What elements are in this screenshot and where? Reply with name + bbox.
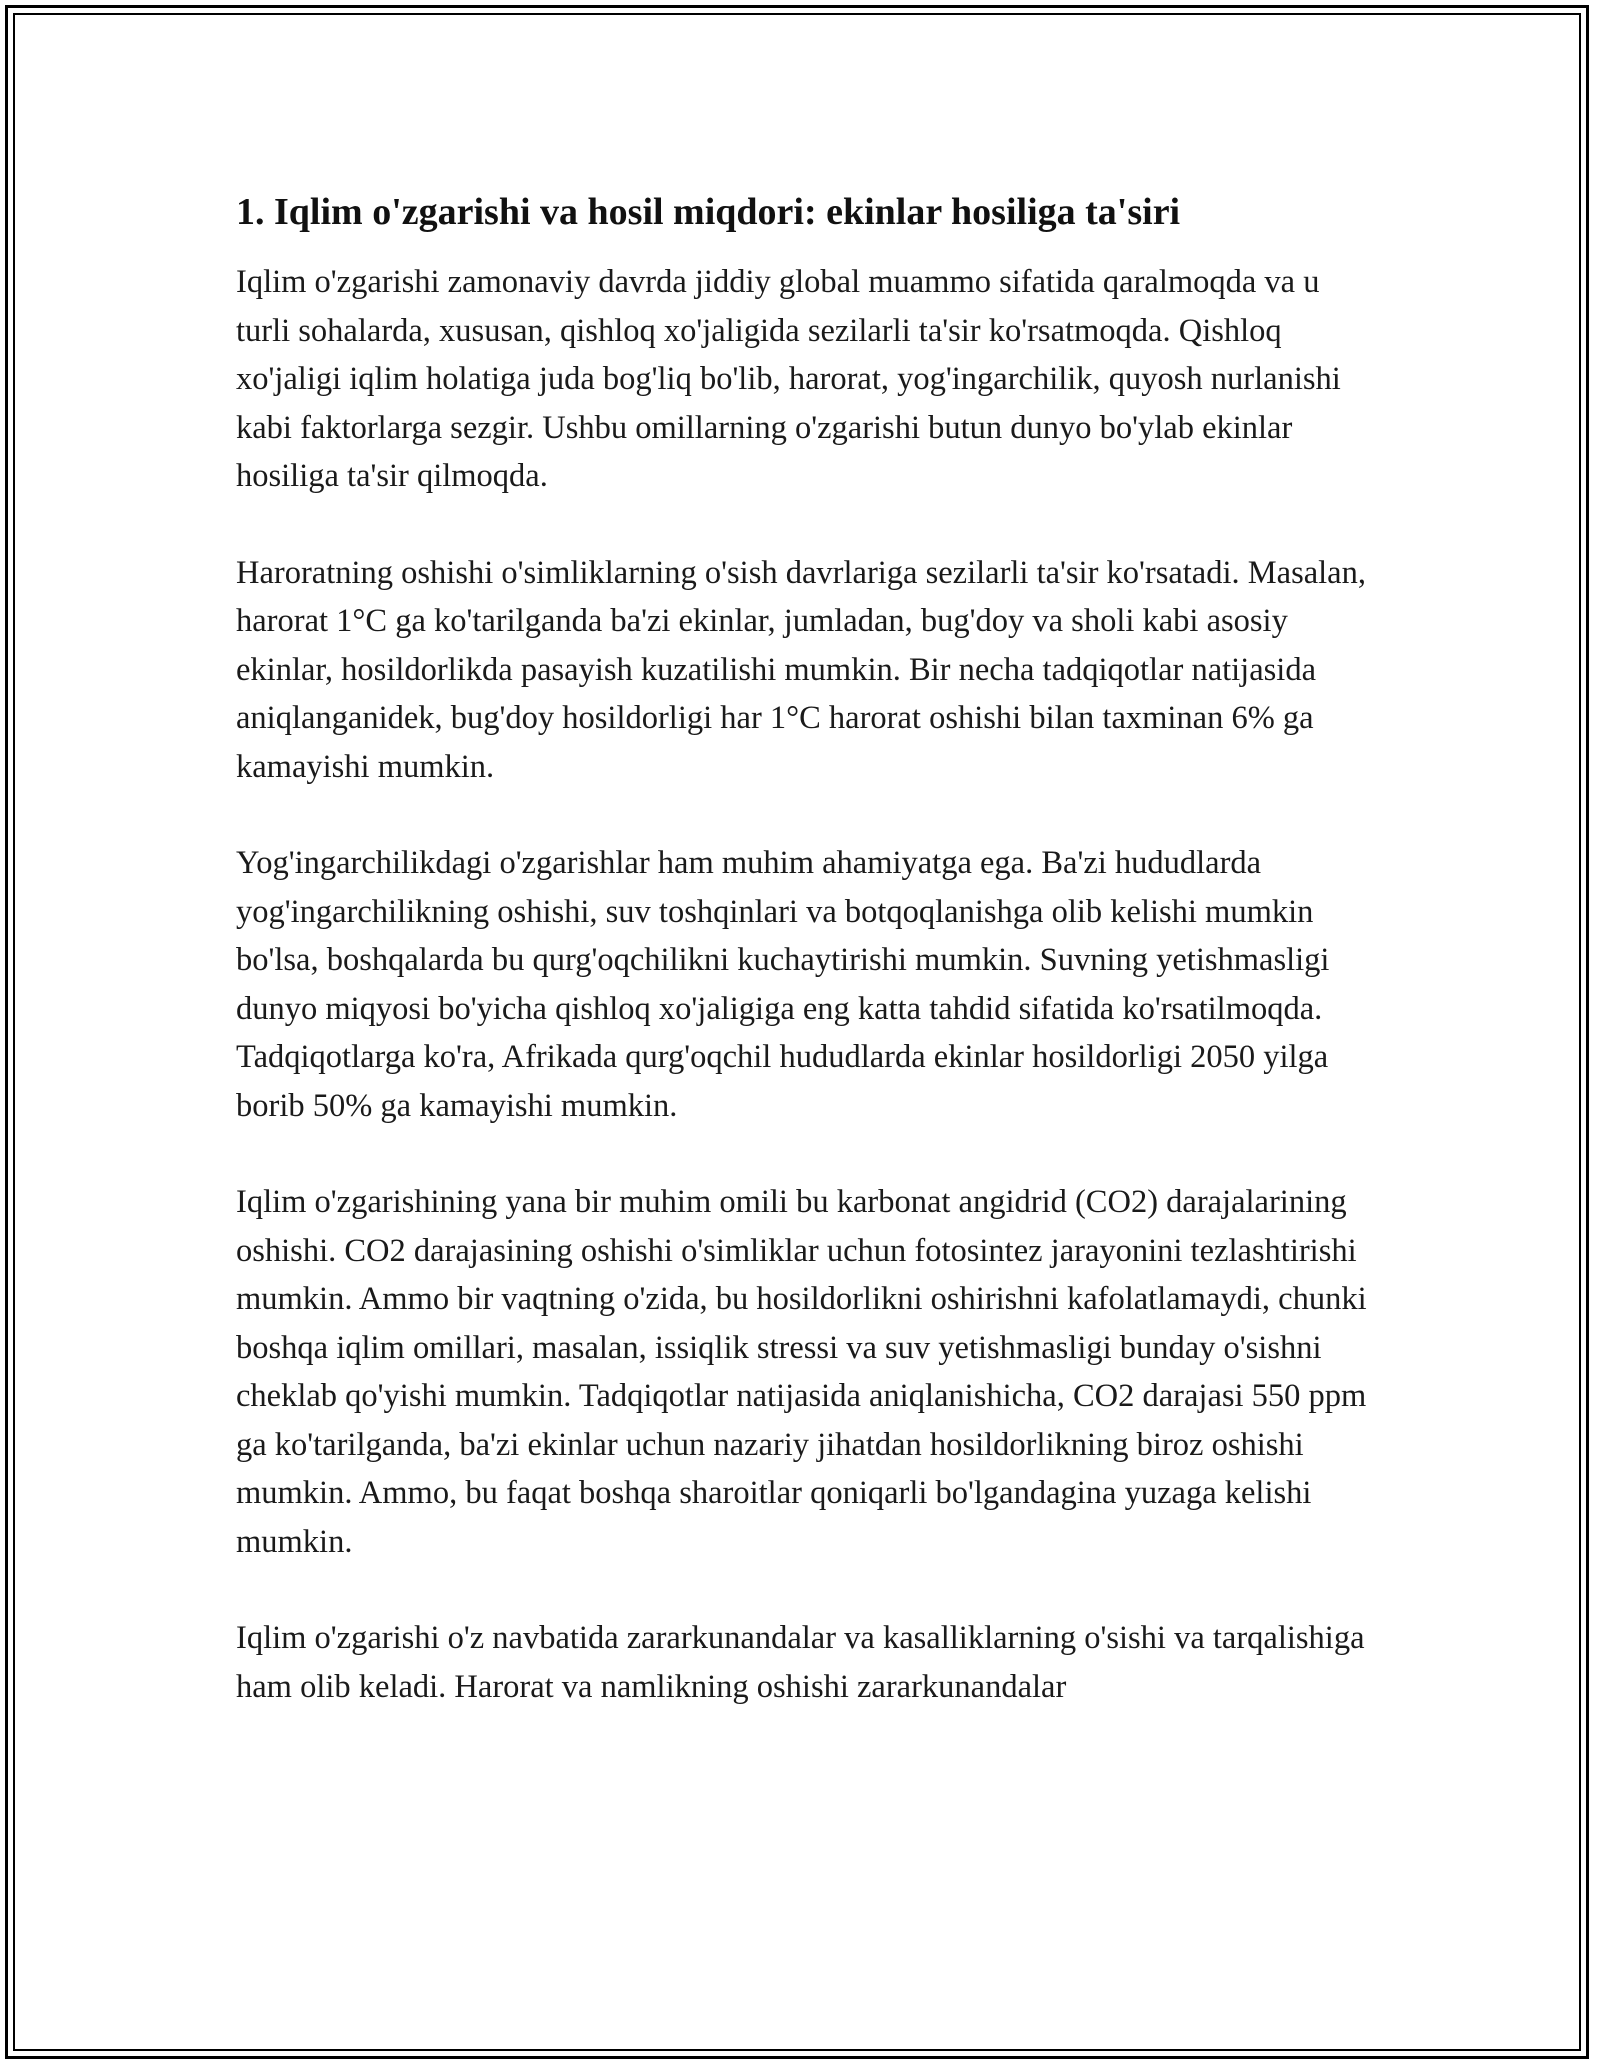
paragraph-1: Iqlim o'zgarishi zamonaviy davrda jiddiy global muammo sifatida qaralmoqda va u turli sohalarda, xususan, qishloq xo'jaligida sezilarli ta'sir ko'rsatmoqda. Qishloq xo'jaligi iqlim holatiga juda bog'liq bo'lib, harorat, yog'ingarchilik, quyosh nurlanishi kabi faktorlarga sezgir. Ushbu omillarning o'zgarishi butun dunyo bo'ylab ekinlar hosiliga ta'sir qilmoqda. bbox=[236, 264, 1341, 494]
paragraph-4: Iqlim o'zgarishining yana bir muhim omili bu karbonat angidrid (CO2) darajalarining oshishi. CO2 darajasining oshishi o'simliklar uchun fotosintez jarayonini tezlashtirishi mumkin. Ammo bir vaqtning o'zida, bu hosildorlikni oshirishni kafolatlamaydi, chunki boshqa iqlim omillari, masalan, issiqlik stressi va suv yetishmasligi bunday o'sishni cheklab qo'yishi mumkin. Tadqiqotlar natijasida aniqlanishicha, CO2 darajasi 550 ppm ga ko'tarilganda, ba'zi ekinlar uchun nazariy jihatdan hosildorlikning biroz oshishi mumkin. Ammo, bu faqat boshqa sharoitlar qoniqarli bo'lgandagina yuzaga kelishi mumkin. bbox=[236, 1184, 1367, 1560]
section-heading: 1. Iqlim o'zgarishi va hosil miqdori: ekinlar hosiliga ta'siri bbox=[236, 191, 1181, 233]
paragraph-2: Haroratning oshishi o'simliklarning o'sish davrlariga sezilarli ta'sir ko'rsatadi. Masalan, harorat 1°C ga ko'tarilganda ba'zi ekinlar, jumladan, bug'doy va sholi kabi asosiy ekinlar, hosildorlikda pasayish kuzatilishi mumkin. Bir necha tadqiqotlar natijasida aniqlanganidek, bug'doy hosildorligi har 1°C harorat oshishi bilan taxminan 6% ga kamayishi mumkin. bbox=[236, 554, 1366, 785]
document-body bbox=[236, 186, 1376, 1759]
paragraph-3: Yog'ingarchilikdagi o'zgarishlar ham muhim ahamiyatga ega. Ba'zi hududlarda yog'ingarchilikning oshishi, suv toshqinlari va botqoqlanishga olib kelishi mumkin bo'lsa, boshqalarda bu qurg'oqchilikni kuchaytirishi mumkin. Suvning yetishmasligi dunyo miqyosi bo'yicha qishloq xo'jaligiga eng katta tahdid sifatida ko'rsatilmoqda. Tadqiqotlarga ko'ra, Afrikada qurg'oqchil hududlarda ekinlar hosildorligi 2050 yilga borib 50% ga kamayishi mumkin. bbox=[236, 845, 1330, 1124]
paragraph-5: Iqlim o'zgarishi o'z navbatida zararkunandalar va kasalliklarning o'sishi va tarqalishiga ham olib keladi. Harorat va namlikning oshishi zararkunandalar bbox=[236, 1620, 1365, 1705]
